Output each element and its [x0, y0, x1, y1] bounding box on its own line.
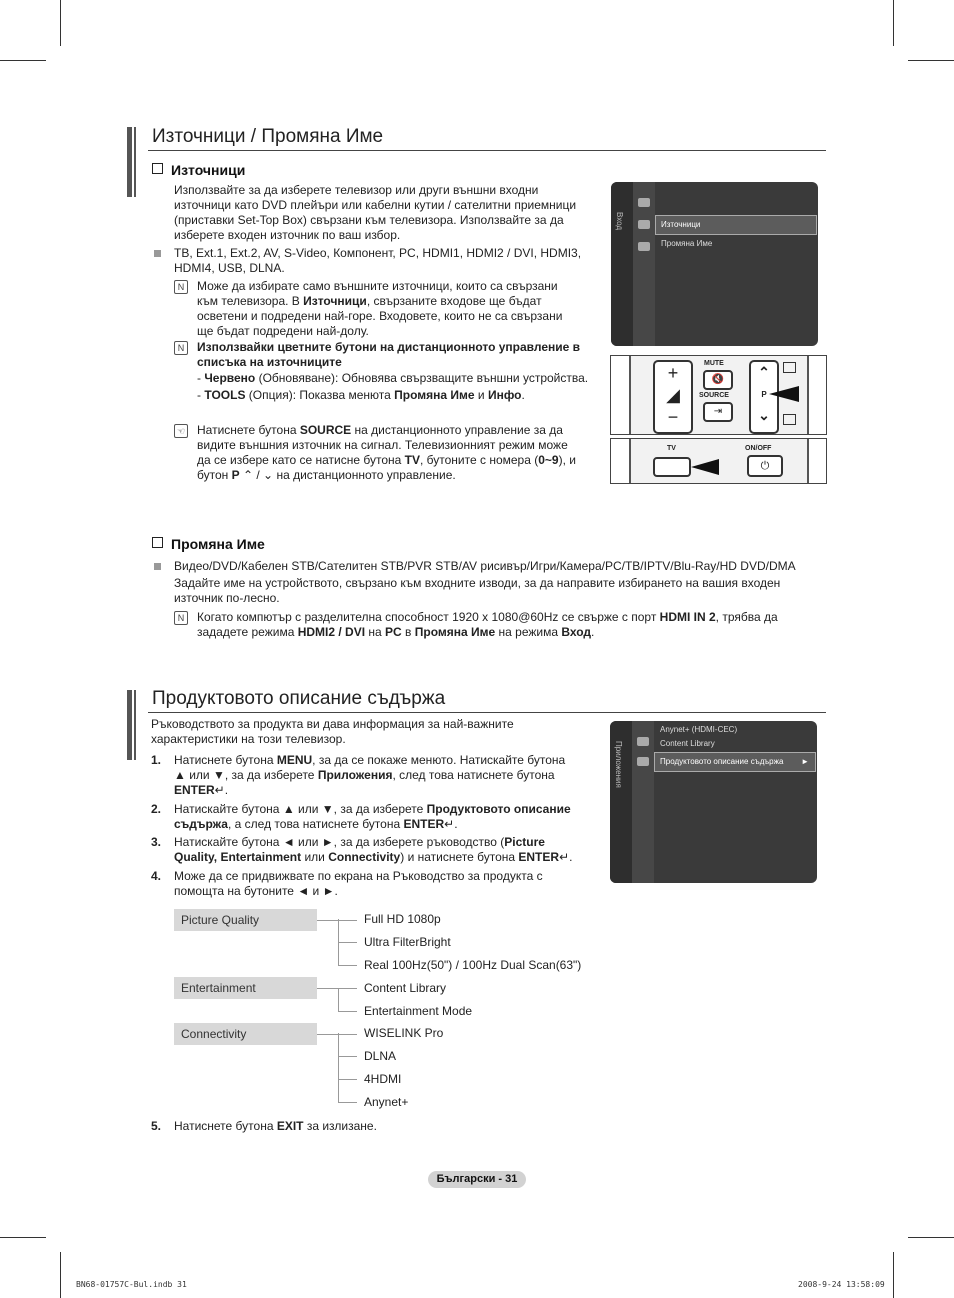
tree-line: [338, 988, 339, 1011]
step-number: 2.: [151, 802, 162, 816]
footer-timestamp: 2008-9-24 13:58:09: [798, 1280, 885, 1289]
tree-connector: [317, 920, 357, 921]
tree-connector: [317, 1034, 357, 1035]
source-button[interactable]: ⇥: [703, 402, 733, 422]
section-marker: [127, 690, 139, 760]
crop-mark: [893, 0, 894, 46]
tree-connector: [338, 1079, 357, 1080]
feature-item: Real 100Hz(50") / 100Hz Dual Scan(63"): [364, 958, 582, 972]
arrow-right-icon: ►: [801, 757, 809, 766]
mute-button[interactable]: 🔇: [703, 370, 733, 390]
osd-item-sources[interactable]: Източници: [655, 215, 817, 235]
application-icon: [638, 242, 650, 251]
bullet-square-icon: [154, 563, 161, 570]
crop-mark: [908, 60, 954, 61]
remote-illustration-lower: [610, 438, 827, 484]
dash-item: - Червено (Обновяване): Обновява свързващите външни устройства.: [197, 371, 589, 385]
step-text: Натиснете бутона EXIT за излизане.: [174, 1119, 377, 1133]
application-icon: [637, 757, 649, 766]
osd-menu-applications: [610, 721, 817, 883]
remote-side-icon: [783, 362, 796, 373]
section-title: Източници / Промяна Име: [152, 126, 384, 147]
tv-button[interactable]: [653, 457, 691, 477]
remote-note-icon: ☜: [174, 424, 188, 438]
note-text: Може да избирате само външните източници, които са свързани към телевизора. В Източници, свързаните входове ще бъдат осветени и подредени най-горе. Входовете, които не са свързани ще бъдат подредени най-долу.: [197, 279, 563, 338]
pointer-arrow-icon: [691, 459, 719, 475]
settings-icon: [638, 198, 650, 207]
step-text: Натискайте бутона ◄ или ►, за да изберете ръководство (Picture Quality, Entertainment или Connectivity) и натиснете бутона ENTER↵.: [174, 835, 573, 864]
osd-side-label: Приложения: [614, 741, 623, 788]
section-marker: [127, 127, 139, 197]
step-number: 3.: [151, 835, 162, 849]
step-text: Натискайте бутона ▲ или ▼, за да изберете Продуктовото описание съдържа, а след това натиснете бутона ENTER↵.: [174, 802, 571, 831]
feature-item: DLNA: [364, 1049, 397, 1063]
onoff-label: ON/OFF: [745, 445, 772, 452]
volume-rocker: + ◢ −: [653, 360, 693, 434]
enter-icon: ↵: [214, 783, 225, 797]
feature-item: Full HD 1080p: [364, 912, 441, 926]
channel-rocker: ⌃ P ⌄: [749, 360, 779, 434]
source-label: SOURCE: [699, 392, 729, 399]
source-list: ТВ, Ext.1, Ext.2, AV, S-Video, Компонент, PC, HDMI1, HDMI2 / DVI, HDMI3, HDMI4, USB, DLNA.: [174, 246, 582, 275]
osd-menu-input: [611, 182, 818, 346]
note-icon: N: [174, 280, 188, 294]
crop-mark: [893, 1252, 894, 1298]
input-icon: [637, 737, 649, 746]
name-list: Видео/DVD/Кабелен STB/Сателитен STB/PVR STB/AV рисивър/Игри/Камера/PC/ТВ/IPTV/Blu-Ray/HD DVD/DMA: [174, 559, 796, 573]
tv-label: TV: [667, 445, 676, 452]
osd-item-anynet[interactable]: Anynet+ (HDMI-CEC): [660, 725, 738, 734]
step-number: 5.: [151, 1119, 162, 1133]
footer-file-info: BN68-01757C-Bul.indb 31: [76, 1280, 187, 1289]
crop-mark: [60, 1252, 61, 1298]
section-rule: [148, 712, 826, 713]
tree-line: [338, 1033, 339, 1102]
osd-side: [611, 182, 633, 346]
intro-paragraph: Ръководството за продукта ви дава информация за най-важните характеристики на този телевизор.: [151, 717, 514, 746]
category-entertainment: Entertainment: [174, 977, 317, 999]
crop-mark: [0, 60, 46, 61]
note-icon: N: [174, 341, 188, 355]
enter-icon: ↵: [444, 817, 455, 831]
pointer-arrow-icon: [769, 386, 799, 402]
mute-label: MUTE: [704, 360, 724, 367]
input-icon: [638, 220, 650, 229]
crop-mark: [908, 1237, 954, 1238]
tree-connector: [338, 1056, 357, 1057]
checkbox-icon: [152, 537, 163, 548]
tree-connector: [338, 942, 357, 943]
step-text: Може да се придвижвате по екрана на Ръководство за продукта с помощта на бутоните ◄ и ►.: [174, 869, 543, 898]
osd-item-content-library[interactable]: Content Library: [660, 739, 715, 748]
osd-item-edit-name[interactable]: Промяна Име: [661, 239, 713, 248]
chevron-up-icon: ⌃: [242, 468, 254, 482]
category-picture-quality: Picture Quality: [174, 909, 317, 931]
note-text: Когато компютър с разделителна способност 1920 x 1080@60Hz се свърже с порт HDMI IN 2, трябва да зададете режима HDMI2 / DVI на PC в Промяна Име на режима Вход.: [197, 610, 778, 639]
remote-illustration: [610, 355, 827, 435]
osd-item-product-guide[interactable]: Продуктовото описание съдържа ►: [654, 752, 816, 772]
feature-item: Ultra FilterBright: [364, 935, 451, 949]
crop-mark: [60, 0, 61, 46]
note-text: Използвайки цветните бутони на дистанционното управление в списъка на източниците: [197, 340, 581, 369]
feature-item: Content Library: [364, 981, 447, 995]
feature-item: WISELINK Pro: [364, 1026, 444, 1040]
dash-item: - TOOLS (Опция): Показва менюта Промяна Име и Инфо.: [197, 388, 525, 402]
tree-connector: [317, 988, 357, 989]
step-text: Натиснете бутона MENU, за да се покаже менюто. Натискайте бутона ▲ или ▼, за да изберете Приложения, след това натиснете бутона ENTER↵.: [174, 753, 566, 797]
enter-icon: ↵: [559, 850, 570, 864]
bullet-square-icon: [154, 250, 161, 257]
feature-item: Anynet+: [364, 1095, 409, 1109]
crop-mark: [0, 1237, 46, 1238]
subsection-heading: Източници: [152, 162, 245, 178]
chevron-down-icon: ⌄: [263, 468, 274, 482]
page-number-tag: Български - 31: [428, 1171, 526, 1188]
note-text: Натиснете бутона SOURCE на дистанционното управление за да видите външния източник на сигнал. Телевизионният режим може да се избере като се натисне бутона TV, бутоните с номера (0~9), и бутон P ⌃ / ⌄ на дистанционното управление.: [197, 423, 576, 482]
step-number: 4.: [151, 869, 162, 883]
checkbox-icon: [152, 163, 163, 174]
power-button[interactable]: ⏻: [747, 455, 783, 477]
remote-side-icon: [783, 414, 796, 425]
category-connectivity: Connectivity: [174, 1023, 317, 1045]
feature-item: 4HDMI: [364, 1072, 402, 1086]
name-description: Задайте име на устройството, свързано към входните изводи, за да направите избирането на вашия входен източник по-лесно.: [174, 576, 781, 605]
tree-connector: [338, 965, 357, 966]
section-rule: [148, 150, 826, 151]
section-title: Продуктовото описание съдържа: [152, 688, 446, 709]
tree-connector: [338, 1011, 357, 1012]
osd-side-label: Вход: [615, 212, 624, 231]
tree-connector: [338, 1102, 357, 1103]
feature-item: Entertainment Mode: [364, 1004, 473, 1018]
subsection-heading: Промяна Име: [152, 536, 265, 552]
note-icon: N: [174, 611, 188, 625]
intro-paragraph: Използвайте за да изберете телевизор или други външни входни източници като DVD плейъри или кабелни кутии / сателитни приемници (приставки Set-Top Box) свързани към телевизора. Използвайте за да изберете входен източник по ваш избор.: [174, 183, 577, 242]
step-number: 1.: [151, 753, 162, 767]
